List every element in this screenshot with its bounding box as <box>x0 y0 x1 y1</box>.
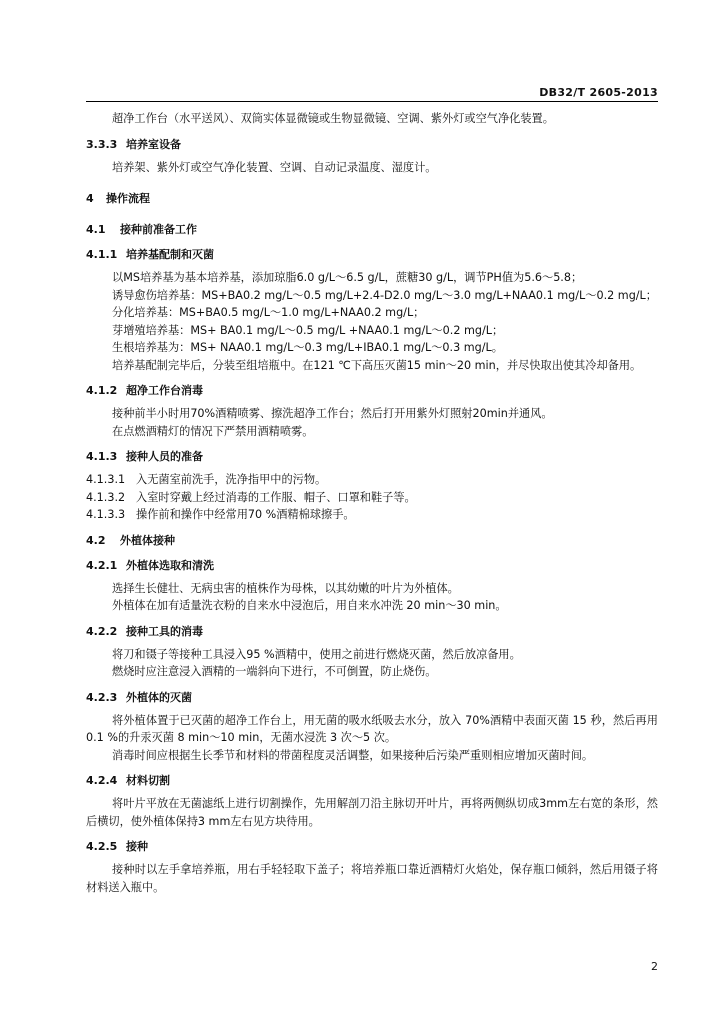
section-heading <box>86 532 658 549</box>
numbered-clause <box>86 506 658 524</box>
paragraph: 培养基配制完毕后，分装至组培瓶中。在121 ℃下高压灭菌15 min～20 min，并尽快取出使其冷却备用。 <box>112 358 642 372</box>
section-title: 超净工作台消毒 <box>126 384 203 397</box>
section-heading <box>86 190 658 207</box>
section-title: 外植体接种 <box>120 533 175 547</box>
section-title: 材料切割 <box>126 774 170 787</box>
paragraph: 选择生长健壮、无病虫害的植株作为母株，以其幼嫩的叶片为外植体。 <box>112 581 459 595</box>
clause-text: 入无菌室前洗手，洗净指甲中的污物。 <box>136 473 327 486</box>
paragraph: 将刀和镊子等接种工具浸入95 %酒精中，使用之前进行燃烧灭菌，然后放凉备用。 <box>112 647 521 661</box>
section-number: 4.1.3 <box>86 450 118 463</box>
page-number: 2 <box>651 960 658 973</box>
section-number: 4.1 <box>86 223 106 236</box>
paragraph: 在点燃酒精灯的情况下严禁用酒精喷雾。 <box>112 424 314 438</box>
section-heading <box>86 382 658 399</box>
section-title: 外植体选取和清洗 <box>126 558 214 572</box>
numbered-clause <box>86 489 658 507</box>
section-title: 培养基配制和灭菌 <box>126 248 214 261</box>
section-heading <box>86 557 658 574</box>
section-heading <box>86 246 658 263</box>
section-heading <box>86 689 658 706</box>
section-heading <box>86 623 658 640</box>
clause-text: 操作前和操作中经常用70 %酒精棉球擦手。 <box>136 508 355 521</box>
clause-number: 4.1.3.2 <box>86 490 126 504</box>
section-title: 接种工具的消毒 <box>126 624 203 638</box>
paragraph: 培养架、紫外灯或空气净化装置、空调、自动记录温度、湿度计。 <box>112 160 437 174</box>
header-rule <box>86 101 658 102</box>
section-number: 4.2.1 <box>86 558 118 572</box>
section-number: 4.2.3 <box>86 690 118 704</box>
section-title: 接种前准备工作 <box>120 223 197 236</box>
paragraph: 芽增殖培养基：MS+ BA0.1 mg/L～0.5 mg/L +NAA0.1 mg/L～0.2 mg/L； <box>112 323 504 337</box>
section-title: 外植体的灭菌 <box>126 690 192 704</box>
section-heading <box>86 448 658 465</box>
section-heading <box>86 838 658 855</box>
clause-number: 4.1.3.1 <box>86 473 126 486</box>
document-code: DB32/T 2605-2013 <box>539 86 658 99</box>
section-heading <box>86 772 658 789</box>
paragraph: 生根培养基为：MS+ NAA0.1 mg/L～0.3 mg/L+IBA0.1 mg/L～0.3 mg/L。 <box>112 341 503 354</box>
paragraph: 接种时以左手拿培养瓶，用右手轻轻取下盖子；将培养瓶口靠近酒精灯火焰处，保存瓶口倾斜，然后用镊子将材料送入瓶中。 <box>86 863 658 894</box>
section-number: 4.1.1 <box>86 248 118 261</box>
paragraph: 以MS培养基为基本培养基，添加琼脂6.0 g/L～6.5 g/L，蔗糖30 g/L，调节PH值为5.6～5.8； <box>112 271 583 284</box>
section-title: 接种人员的准备 <box>126 450 203 463</box>
document-body <box>86 110 658 896</box>
section-number: 4.2.5 <box>86 840 118 853</box>
paragraph: 诱导愈伤培养基：MS+BA0.2 mg/L～0.5 mg/L+2.4-D2.0 mg/L～3.0 mg/L+NAA0.1 mg/L～0.2 mg/L； <box>112 288 657 302</box>
clause-number: 4.1.3.3 <box>86 508 126 521</box>
paragraph: 燃烧时应注意浸入酒精的一端斜向下进行，不可倒置，防止烧伤。 <box>112 665 437 678</box>
paragraph: 将叶片平放在无菌滤纸上进行切割操作，先用解剖刀沿主脉切开叶片，再将两侧纵切成3mm左右宽的条形，然后横切，使外植体保持3 mm左右见方块待用。 <box>86 797 658 828</box>
numbered-clause <box>86 471 658 489</box>
section-title: 操作流程 <box>106 192 150 205</box>
section-title: 培养室设备 <box>126 137 181 151</box>
paragraph: 消毒时间应根据生长季节和材料的带菌程度灵活调整，如果接种后污染严重则相应增加灭菌时间。 <box>112 748 594 762</box>
section-number: 4.2 <box>86 533 106 547</box>
section-heading <box>86 136 658 153</box>
section-number: 4.2.4 <box>86 774 118 787</box>
paragraph: 接种前半小时用70%酒精喷雾、擦洗超净工作台；然后打开用紫外灯照射20min并通风。 <box>112 407 553 420</box>
paragraph: 分化培养基：MS+BA0.5 mg/L～1.0 mg/L+NAA0.2 mg/L； <box>112 306 425 319</box>
section-heading <box>86 221 658 238</box>
section-number: 4.1.2 <box>86 384 118 397</box>
clause-text: 入室时穿戴上经过消毒的工作服、帽子、口罩和鞋子等。 <box>136 490 416 504</box>
section-number: 4.2.2 <box>86 624 118 638</box>
section-title: 接种 <box>126 840 148 853</box>
paragraph: 将外植体置于已灭菌的超净工作台上，用无菌的吸水纸吸去水分，放入 70%酒精中表面灭菌 15 秒，然后再用 0.1 %的升汞灭菌 8 min～10 min，无菌水浸洗 3 次～5 次。 <box>86 713 658 744</box>
paragraph: 外植体在加有适量洗衣粉的自来水中浸泡后，用自来水冲洗 20 min～30 min。 <box>112 599 507 612</box>
section-number: 3.3.3 <box>86 137 118 151</box>
section-number: 4 <box>86 192 94 205</box>
paragraph: 超净工作台（水平送风）、双筒实体显微镜或生物显微镜、空调、紫外灯或空气净化装置。 <box>112 112 554 125</box>
